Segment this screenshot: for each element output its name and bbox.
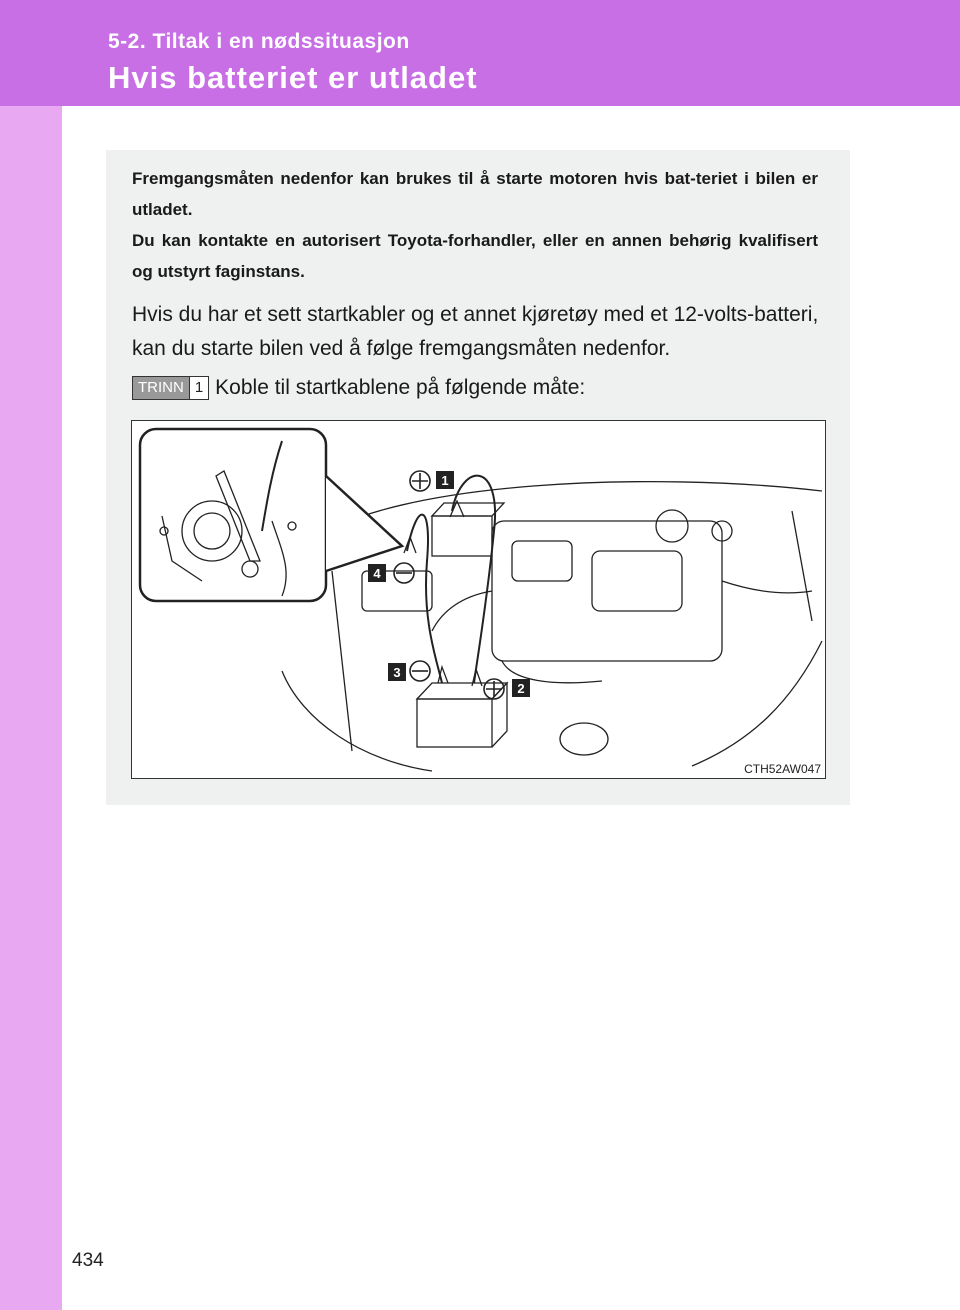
engine-bay-illustration: [132, 421, 825, 778]
figure-code: CTH52AW047: [744, 762, 821, 776]
intro-line-1: Fremgangsmåten nedenfor kan brukes til å starte motoren hvis bat-teriet i bilen er utladet.: [132, 169, 818, 219]
callout-4: 4: [373, 566, 381, 581]
intro-line-2: Du kan kontakte en autorisert Toyota-forhandler, eller en annen behørig kvalifisert og utstyrt faginstans.: [132, 231, 818, 281]
page-title: Hvis batteriet er utladet: [108, 60, 478, 95]
step-text: Koble til startkablene på følgende måte:: [215, 376, 586, 399]
callout-2: 2: [517, 681, 525, 696]
callout-markers: [368, 471, 530, 697]
intro-text: [132, 163, 818, 287]
body-paragraph: Hvis du har et sett startkabler og et annet kjøretøy med et 12-volts-batteri, kan du starte bilen ved å følge fremgangsmåten nedenfor.: [132, 303, 819, 360]
jump-start-figure: [131, 420, 826, 779]
step-badge: [132, 376, 209, 400]
callout-3: 3: [393, 665, 401, 680]
callout-1: 1: [441, 473, 449, 488]
left-margin-stripe: [0, 0, 62, 1310]
page-number: 434: [72, 1250, 104, 1271]
step-row: [132, 373, 585, 403]
step-badge-label: TRINN: [133, 377, 189, 399]
step-badge-number: 1: [189, 377, 208, 399]
section-label: 5-2. Tiltak i en nødssituasjon: [108, 30, 410, 53]
